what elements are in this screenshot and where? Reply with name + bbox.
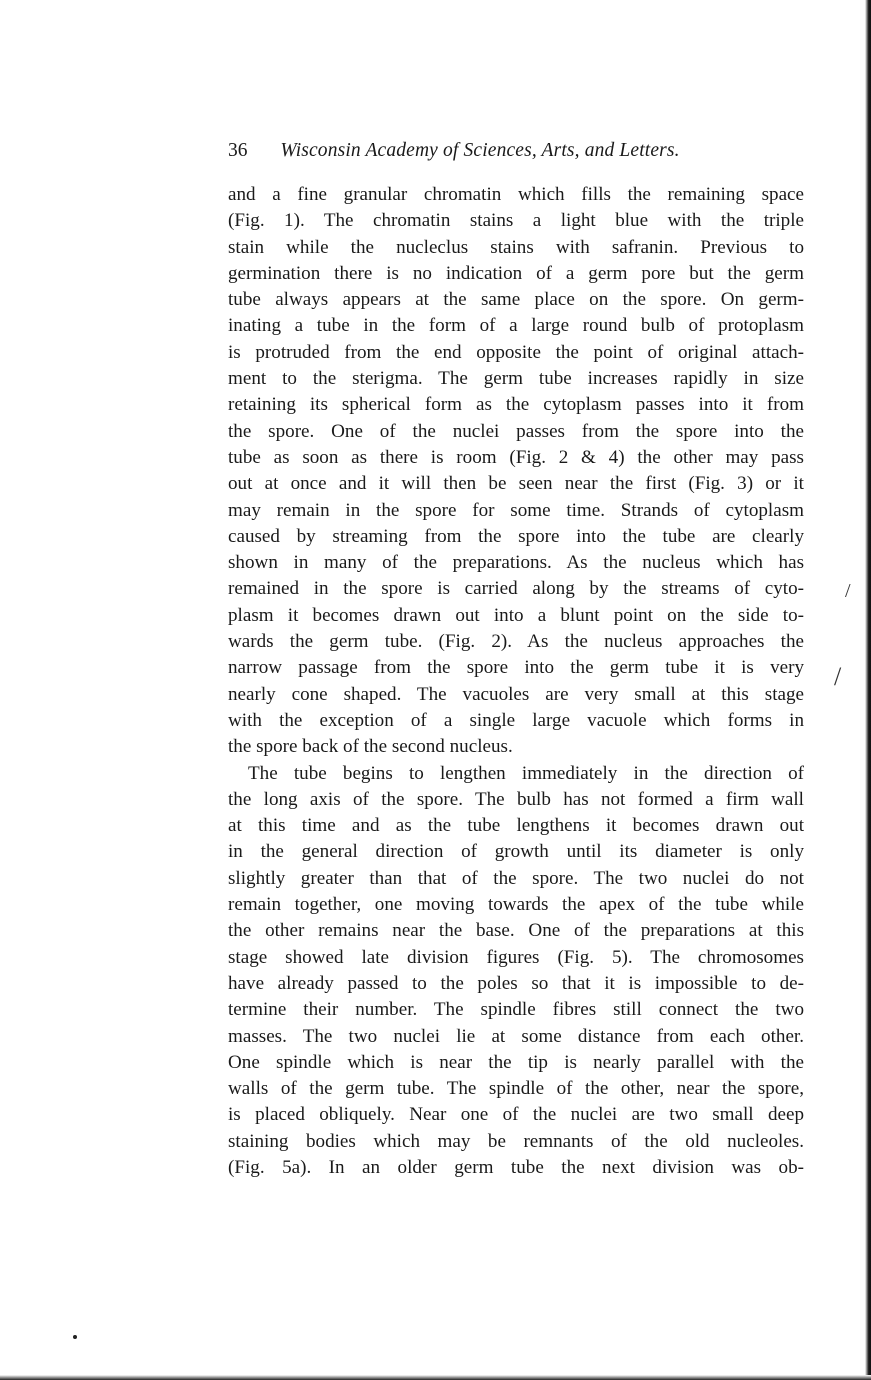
text-line: walls of the germ tube. The spindle of the other, near the spore, — [228, 1078, 804, 1100]
text-line: tube as soon as there is room (Fig. 2 & 4) the other may pass — [228, 446, 804, 468]
paragraph-1 — [228, 182, 804, 761]
running-head — [228, 140, 808, 162]
text-line: ment to the sterigma. The germ tube increases rapidly in size — [228, 368, 804, 390]
text-line: the spore. One of the nuclei passes from the spore into the — [228, 420, 804, 442]
text-line: germination there is no indication of a germ pore but the germ — [228, 262, 804, 284]
text-line: termine their number. The spindle fibres still connect the two — [228, 999, 804, 1021]
text-line: (Fig. 1). The chromatin stains a light blue with the triple — [228, 210, 804, 232]
text-line: and a fine granular chromatin which fills the remaining space — [228, 184, 804, 205]
scan-edge-right — [865, 0, 871, 1380]
scan-speck — [73, 1335, 77, 1339]
text-line: wards the germ tube. (Fig. 2). As the nucleus approaches the — [228, 631, 804, 653]
text-line: shown in many of the preparations. As the nucleus which has — [228, 552, 804, 574]
margin-pencil-mark: / — [834, 662, 842, 691]
text-line: at this time and as the tube lengthens it becomes drawn out — [228, 815, 804, 837]
text-line: nearly cone shaped. The vacuoles are very small at this stage — [228, 683, 804, 705]
text-line: remain together, one moving towards the apex of the tube while — [228, 894, 804, 916]
text-line: the long axis of the spore. The bulb has not formed a firm wall — [228, 788, 804, 810]
page-number: 36 — [228, 140, 248, 161]
text-line: (Fig. 5a). In an older germ tube the next division was ob- — [228, 1156, 804, 1178]
text-line: narrow passage from the spore into the germ tube it is very — [228, 657, 804, 679]
journal-title: Wisconsin Academy of Sciences, Arts, and Letters. — [280, 140, 680, 161]
text-line: stain while the nucleclus stains with safranin. Previous to — [228, 236, 804, 258]
text-line: One spindle which is near the tip is nearly parallel with the — [228, 1051, 804, 1073]
text-line: masses. The two nuclei lie at some distance from each other. — [228, 1025, 804, 1047]
text-line: caused by streaming from the spore into the tube are clearly — [228, 525, 804, 547]
body-text — [228, 182, 804, 1181]
text-line: staining bodies which may be remnants of the old nucleoles. — [228, 1130, 804, 1152]
text-line: tube always appears at the same place on the spore. On germ- — [228, 289, 804, 311]
text-line: the other remains near the base. One of the preparations at this — [228, 920, 804, 942]
scan-edge-bottom — [0, 1375, 871, 1380]
paragraph-2 — [228, 761, 804, 1182]
text-line: with the exception of a single large vacuole which forms in — [228, 709, 804, 731]
text-line: stage showed late division figures (Fig. 5). The chromosomes — [228, 946, 804, 968]
text-line: the spore back of the second nucleus. — [228, 736, 513, 758]
text-line: is placed obliquely. Near one of the nuclei are two small deep — [228, 1104, 804, 1126]
text-line: slightly greater than that of the spore. The two nuclei do not — [228, 867, 804, 889]
text-line: out at once and it will then be seen near the first (Fig. 3) or it — [228, 473, 804, 495]
text-line: is protruded from the end opposite the point of original attach- — [228, 341, 804, 363]
text-line: in the general direction of growth until its diameter is only — [228, 841, 804, 863]
text-line: plasm it becomes drawn out into a blunt point on the side to- — [228, 604, 804, 626]
text-line: inating a tube in the form of a large round bulb of protoplasm — [228, 315, 804, 337]
text-line: may remain in the spore for some time. Strands of cytoplasm — [228, 499, 804, 521]
text-line: remained in the spore is carried along by the streams of cyto- — [228, 578, 804, 600]
text-line: retaining its spherical form as the cytoplasm passes into it from — [228, 394, 804, 416]
text-line: The tube begins to lengthen immediately in the direction of — [248, 762, 804, 784]
text-line: have already passed to the poles so that it is impossible to de- — [228, 972, 804, 994]
margin-pencil-mark: / — [845, 580, 851, 602]
